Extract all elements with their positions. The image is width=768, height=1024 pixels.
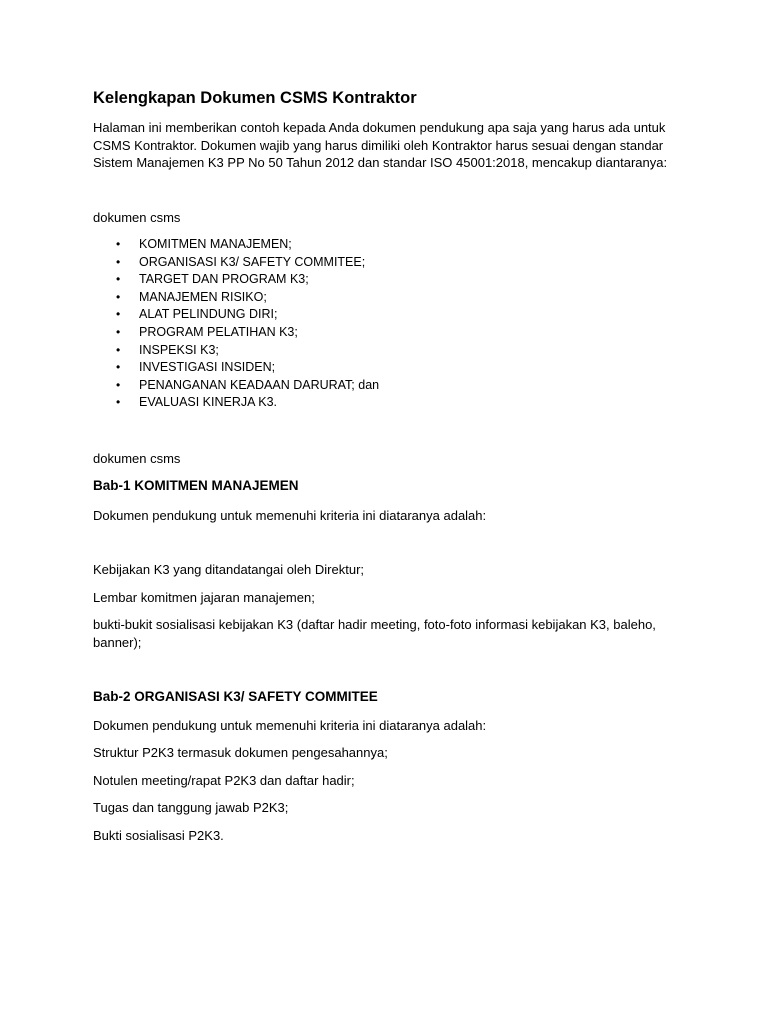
bullet-icon: • [116, 272, 121, 287]
bab1-lead: Dokumen pendukung untuk memenuhi kriteria ini diataranya adalah: [93, 508, 487, 523]
list-item [93, 306, 379, 324]
list-item [93, 289, 379, 307]
list-item-text: INSPEKSI K3; [139, 342, 219, 357]
intro-paragraph: Halaman ini memberikan contoh kepada Anda dokumen pendukung apa saja yang harus ada untuk CSMS Kontraktor. Dokumen wajib yang harus dimiliki oleh Kontraktor harus sesuai dengan standar Sistem Manajemen K3 PP No 50 Tahun 2012 dan standar ISO 45001:2018, mencakup diantaranya: [93, 120, 668, 170]
document-title: Kelengkapan Dokumen CSMS Kontraktor [93, 89, 417, 107]
list-item [93, 377, 379, 395]
bullet-icon: • [116, 342, 121, 357]
list-item [93, 271, 379, 289]
list-item [93, 324, 379, 342]
bab2-heading: Bab-2 ORGANISASI K3/ SAFETY COMMITEE [93, 689, 378, 704]
bullet-icon: • [116, 360, 121, 375]
list-item-text: TARGET DAN PROGRAM K3; [139, 272, 309, 287]
list-item-text: MANAJEMEN RISIKO; [139, 289, 267, 304]
list-item [93, 394, 379, 412]
label-dokumen-csms-1: dokumen csms [93, 210, 181, 225]
bullet-icon: • [116, 395, 121, 410]
bullet-icon: • [116, 377, 121, 392]
bab1-item: Kebijakan K3 yang ditandatangai oleh Direktur; [93, 562, 365, 577]
list-item [93, 359, 379, 377]
label-dokumen-csms-2: dokumen csms [93, 451, 181, 466]
bullet-icon: • [116, 307, 121, 322]
list-item-text: PROGRAM PELATIHAN K3; [139, 324, 298, 339]
bab2-item: Bukti sosialisasi P2K3. [93, 828, 224, 843]
bab2-item: Tugas dan tanggung jawab P2K3; [93, 800, 289, 815]
list-item-text: ORGANISASI K3/ SAFETY COMMITEE; [139, 254, 366, 269]
bab2-item: Notulen meeting/rapat P2K3 dan daftar hadir; [93, 773, 355, 788]
list-item [93, 342, 379, 360]
bab1-item: Lembar komitmen jajaran manajemen; [93, 590, 315, 605]
list-item-text: ALAT PELINDUNG DIRI; [139, 307, 278, 322]
bab2-item: Struktur P2K3 termasuk dokumen pengesahannya; [93, 745, 388, 760]
bullet-icon: • [116, 237, 121, 251]
bullet-icon: • [116, 289, 121, 304]
bullet-icon: • [116, 254, 121, 269]
list-item [93, 236, 379, 254]
list-item-text: INVESTIGASI INSIDEN; [139, 360, 276, 375]
requirements-list [93, 236, 379, 412]
bab1-heading: Bab-1 KOMITMEN MANAJEMEN [93, 478, 299, 493]
list-item [93, 254, 379, 272]
list-item-text: EVALUASI KINERJA K3. [139, 395, 278, 410]
list-item-text: KOMITMEN MANAJEMEN; [139, 237, 292, 251]
bab2-lead: Dokumen pendukung untuk memenuhi kriteria ini diataranya adalah: [93, 718, 487, 733]
bullet-icon: • [116, 324, 121, 339]
list-item-text: PENANGANAN KEADAAN DARURAT; dan [139, 377, 380, 392]
bab1-item: bukti-bukit sosialisasi kebijakan K3 (daftar hadir meeting, foto-foto informasi kebijakan K3, baleho, banner); [93, 617, 656, 650]
